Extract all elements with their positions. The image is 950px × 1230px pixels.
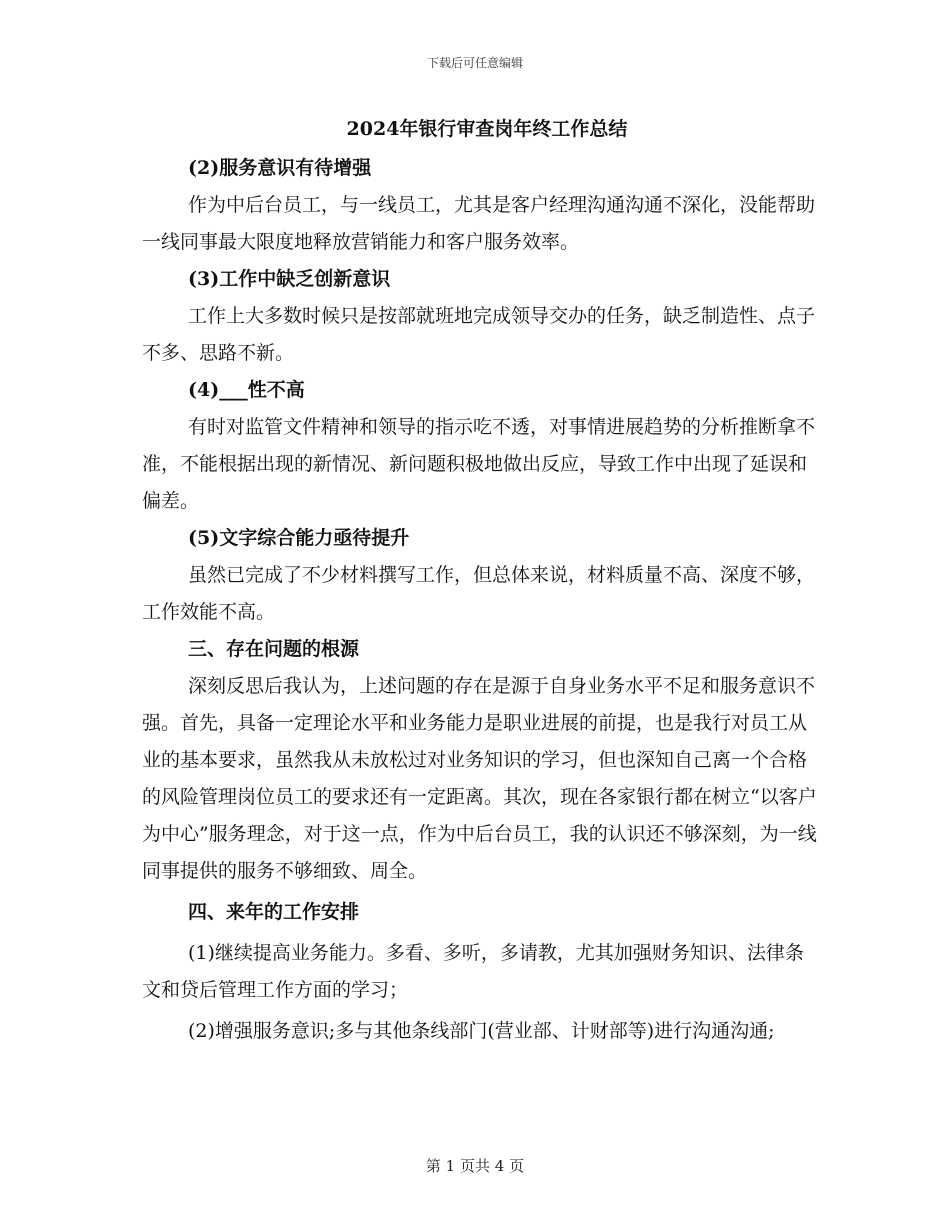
- paragraph-innovation: 工作上大多数时候只是按部就班地完成领导交办的任务，缺乏制造性、点子不多、思路不新。: [142, 305, 816, 364]
- paragraph-service-awareness: 作为中后台员工，与一线员工，尤其是客户经理沟通沟通不深化，没能帮助一线同事最大限度地释放营销能力和客户服务效率。: [142, 194, 816, 253]
- paragraph-plan-1: (1)继续提高业务能力。多看、多听，多请教，尤其加强财务知识、法律条文和贷后管理工作方面的学习；: [142, 942, 804, 1001]
- document-body: [142, 112, 822, 1050]
- section-heading-service-awareness: (2)服务意识有待增强: [188, 157, 372, 179]
- section-heading-innovation: (3)工作中缺乏创新意识: [188, 268, 391, 290]
- document-title: 2024年银行审查岗年终工作总结: [346, 118, 628, 140]
- paragraph-root-cause: 深刻反思后我认为，上述问题的存在是源于自身业务水平不足和服务意识不强。首先，具备一定理论水平和业务能力是职业进展的前提，也是我行对员工从业的基本要求，虽然我从未放松过对业务知识的学习，但也深知自己离一个合格的风险管理岗位员工的要求还有一定距离。其次，现在各家银行都在树立“以客户为中心”服务理念，对于这一点，作为中后台员工，我的认识还不够深刻，为一线同事提供的服务不够细致、周全。: [142, 675, 817, 882]
- page-header: 下载后可任意编辑: [426, 56, 523, 70]
- section-heading-root-cause: 三、存在问题的根源: [188, 638, 360, 660]
- paragraph-plan-2: (2)增强服务意识;多与其他条线部门(营业部、计财部等)进行沟通沟通;: [188, 1020, 775, 1042]
- paragraph-initiative: 有时对监管文件精神和领导的指示吃不透，对事情进展趋势的分析推断拿不准，不能根据出现的新情况、新问题积极地做出反应，导致工作中出现了延误和偏差。: [142, 416, 816, 512]
- page-footer: 第 1 页共 4 页: [425, 1157, 525, 1175]
- section-heading-next-year-plan: 四、来年的工作安排: [188, 901, 360, 923]
- section-heading-writing: (5)文字综合能力亟待提升: [188, 527, 410, 549]
- paragraph-writing: 虽然已完成了不少材料撰写工作，但总体来说，材料质量不高、深度不够，工作效能不高。: [142, 564, 816, 623]
- section-heading-initiative: (4)___性不高: [188, 379, 305, 401]
